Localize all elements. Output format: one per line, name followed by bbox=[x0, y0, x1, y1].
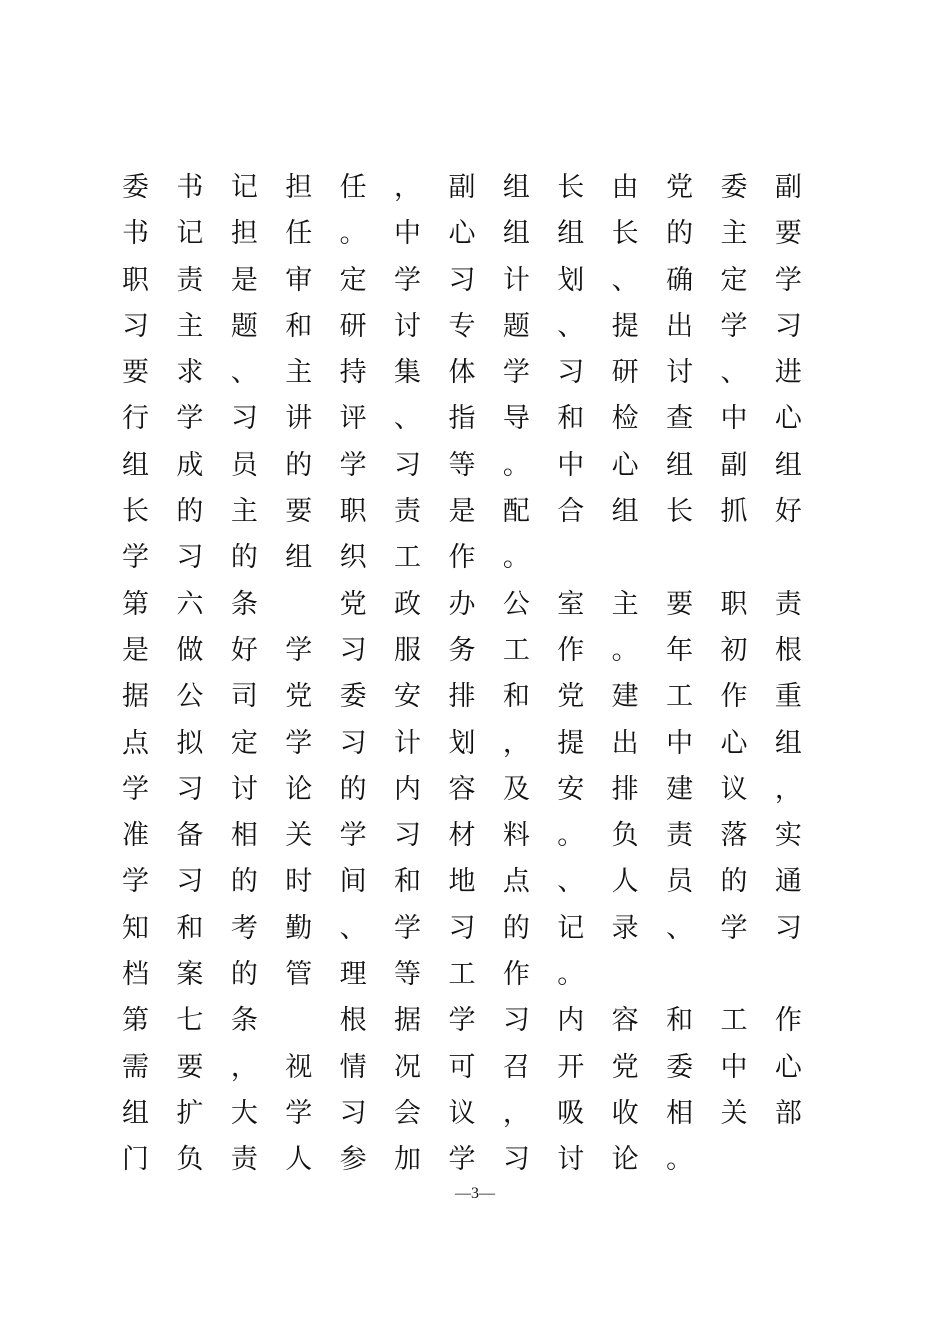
text-line: 职 责 是 审 定 学 习 计 划 、 确 定 学 bbox=[122, 264, 802, 296]
body-text bbox=[122, 165, 812, 1184]
text-line: 组 扩 大 学 习 会 议 ， 吸 收 相 关 部 bbox=[122, 1097, 802, 1129]
text-line: 习 主 题 和 研 讨 专 题 、 提 出 学 习 bbox=[122, 310, 802, 342]
text-line: 第 七 条 根 据 学 习 内 容 和 工 作 bbox=[122, 1005, 802, 1037]
text-line: 需 要 ， 视 情 况 可 召 开 党 委 中 心 bbox=[122, 1051, 802, 1083]
text-line: 是 做 好 学 习 服 务 工 作 。 年 初 根 bbox=[122, 634, 802, 666]
text-line: 第 六 条 党 政 办 公 室 主 要 职 责 bbox=[122, 588, 802, 620]
text-line: 要 求 、 主 持 集 体 学 习 研 讨 、 进 bbox=[122, 357, 802, 389]
text-line: 学 习 的 时 间 和 地 点 、 人 员 的 通 bbox=[122, 866, 802, 898]
text-line: 知 和 考 勤 、 学 习 的 记 录 、 学 习 bbox=[122, 912, 802, 944]
text-line: 据 公 司 党 委 安 排 和 党 建 工 作 重 bbox=[122, 681, 802, 713]
text-line: 书 记 担 任 。 中 心 组 组 长 的 主 要 bbox=[122, 218, 802, 250]
text-line: 委 书 记 担 任 ， 副 组 长 由 党 委 副 bbox=[122, 172, 802, 203]
text-line: 点 拟 定 学 习 计 划 ， 提 出 中 心 组 bbox=[122, 727, 802, 759]
text-line: 学 习 的 组 织 工 作 。 bbox=[122, 542, 530, 574]
text-line: 行 学 习 讲 评 、 指 导 和 检 查 中 心 bbox=[122, 403, 802, 435]
text-line: 档 案 的 管 理 等 工 作 。 bbox=[122, 959, 585, 991]
text-line: 门 负 责 人 参 加 学 习 讨 论 。 bbox=[122, 1144, 694, 1176]
text-line: 长 的 主 要 职 责 是 配 合 组 长 抓 好 bbox=[122, 496, 802, 528]
text-line: 学 习 讨 论 的 内 容 及 安 排 建 议 ， bbox=[122, 773, 802, 805]
page-number: —3— bbox=[455, 1185, 495, 1202]
text-line: 准 备 相 关 学 习 材 料 。 负 责 落 实 bbox=[122, 820, 802, 852]
text-line: 组 成 员 的 学 习 等 。 中 心 组 副 组 bbox=[122, 449, 802, 481]
